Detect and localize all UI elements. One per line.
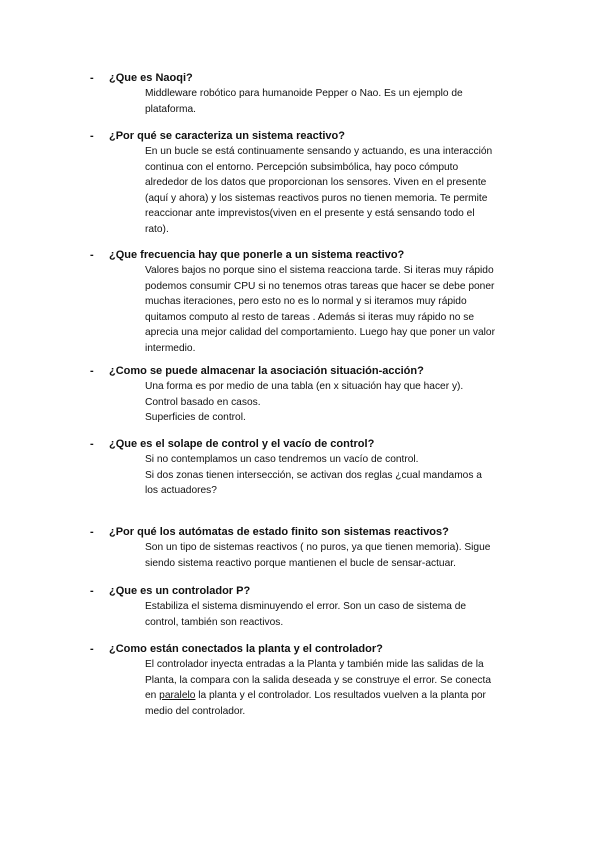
answer-line: Control basado en casos. bbox=[145, 396, 261, 408]
answer-line-underlined bbox=[145, 688, 530, 704]
answer-line: Estabiliza el sistema disminuyendo el error. Son un caso de sistema de bbox=[145, 601, 467, 612]
bullet-dash: - bbox=[90, 365, 94, 377]
answer-text bbox=[145, 599, 530, 630]
answer-line: muchas iteraciones, pero esto no es lo normal y si iteramos muy rápido bbox=[145, 296, 467, 307]
answer-line: medio del controlador. bbox=[145, 705, 246, 717]
bullet-dash: - bbox=[90, 643, 94, 655]
answer-text bbox=[145, 540, 530, 571]
answer-line: Planta, la compara con la salida deseada y se construye el error. Se conecta bbox=[145, 674, 492, 686]
answer-line: (aquí y ahora) y los sistemas reactivos puros no tienen memoria. Te permite bbox=[145, 192, 488, 204]
answer-line: En un bucle se está continuamente sensando y actuando, es una interacción bbox=[145, 146, 493, 157]
bullet-dash: - bbox=[90, 249, 94, 261]
answer-text bbox=[145, 657, 530, 719]
question-heading: ¿Como están conectados la planta y el controlador? bbox=[109, 643, 383, 655]
answer-line: Valores bajos no porque sino el sistema reacciona tarde. Si iteras muy rápido bbox=[145, 265, 494, 276]
answer-line: alrededor de los datos que proporcionan los sensores. Viven en el presente bbox=[145, 177, 487, 188]
answer-line: Si dos zonas tienen intersección, se activan dos reglas ¿cual mandamos a bbox=[145, 469, 482, 481]
answer-text bbox=[145, 86, 530, 117]
answer-line: Superficies de control. bbox=[145, 412, 246, 423]
answer-line: aprecia una mejor calidad del comportamiento. Luego hay que poner un valor bbox=[145, 327, 495, 338]
answer-line: continua con el entorno. Percepción subsimbólica, hay poco cómputo bbox=[145, 161, 459, 173]
answer-line: El controlador inyecta entradas a la Planta y también mide las salidas de la bbox=[145, 659, 484, 670]
answer-text bbox=[145, 379, 530, 426]
answer-line: los actuadores? bbox=[145, 485, 217, 496]
answer-line: reaccionar ante imprevistos(viven en el presente y está sensando todo el bbox=[145, 208, 475, 219]
bullet-dash: - bbox=[90, 526, 94, 538]
question-heading: ¿Como se puede almacenar la asociación situación-acción? bbox=[109, 365, 424, 377]
answer-line: quitamos computo al resto de tareas . Además si iteras muy rápido no se bbox=[145, 311, 474, 323]
answer-text bbox=[145, 144, 530, 237]
answer-line: Son un tipo de sistemas reactivos ( no puros, ya que tienen memoria). Sigue bbox=[145, 542, 491, 553]
question-heading: ¿Que frecuencia hay que ponerle a un sistema reactivo? bbox=[109, 249, 405, 261]
answer-line: podemos consumir CPU si no tenemos otras tareas que hacer se debe poner bbox=[145, 280, 495, 292]
answer-text bbox=[145, 263, 530, 356]
question-heading: ¿Por qué se caracteriza un sistema reactivo? bbox=[109, 130, 345, 142]
answer-line: Si no contemplamos un caso tendremos un vacío de control. bbox=[145, 454, 419, 465]
question-heading: ¿Por qué los autómatas de estado finito son sistemas reactivos? bbox=[109, 526, 449, 538]
answer-segment: la planta y el controlador. Los resultados vuelven a la planta por bbox=[195, 690, 486, 701]
question-heading: ¿Que es un controlador P? bbox=[109, 585, 251, 597]
bullet-dash: - bbox=[90, 438, 94, 450]
answer-line: siendo sistema reactivo porque mantienen el bucle de sensar-actuar. bbox=[145, 557, 456, 569]
answer-line: rato). bbox=[145, 223, 169, 235]
answer-line: intermedio. bbox=[145, 342, 196, 354]
bullet-dash: - bbox=[90, 72, 94, 84]
answer-line: Middleware robótico para humanoide Pepper o Nao. Es un ejemplo de bbox=[145, 88, 463, 99]
answer-segment: en bbox=[145, 690, 160, 701]
bullet-dash: - bbox=[90, 585, 94, 597]
underlined-word: paralelo bbox=[159, 690, 196, 701]
answer-text bbox=[145, 452, 530, 499]
answer-line: control, también son reactivos. bbox=[145, 616, 284, 628]
bullet-dash: - bbox=[90, 130, 94, 142]
answer-line: plataforma. bbox=[145, 103, 196, 115]
answer-line: Una forma es por medio de una tabla (en x situación hay que hacer y). bbox=[145, 381, 464, 392]
question-heading: ¿Que es Naoqi? bbox=[109, 72, 193, 84]
question-heading: ¿Que es el solape de control y el vacío de control? bbox=[109, 438, 375, 450]
